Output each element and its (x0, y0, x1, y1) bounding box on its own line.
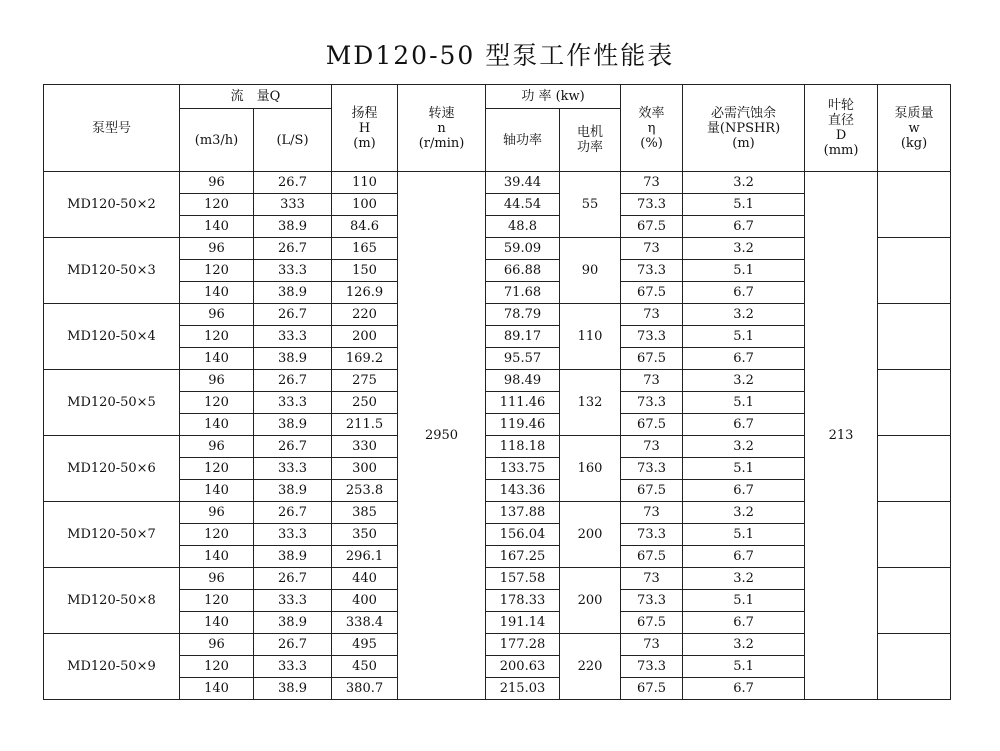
header-flow-ls: (L/S) (254, 109, 332, 172)
flow-ls-cell: 26.7 (254, 436, 332, 458)
header-model: 泵型号 (44, 85, 180, 172)
flow-m3h-cell: 96 (180, 172, 254, 194)
pump-model-cell: MD120-50×2 (44, 172, 180, 238)
pump-model-cell: MD120-50×3 (44, 238, 180, 304)
flow-ls-cell: 26.7 (254, 172, 332, 194)
header-mass: 泵质量 w (kg) (878, 85, 951, 172)
efficiency-cell: 73.3 (621, 392, 683, 414)
flow-m3h-cell: 96 (180, 304, 254, 326)
head-cell: 275 (332, 370, 398, 392)
npshr-cell: 6.7 (683, 414, 805, 436)
npshr-cell: 6.7 (683, 678, 805, 700)
flow-ls-cell: 38.9 (254, 678, 332, 700)
flow-m3h-cell: 140 (180, 480, 254, 502)
shaft-power-cell: 66.88 (486, 260, 560, 282)
npshr-cell: 5.1 (683, 524, 805, 546)
flow-m3h-cell: 140 (180, 216, 254, 238)
header-motor-power: 电机 功率 (560, 109, 621, 172)
header-impeller: 叶轮 直径 D (mm) (805, 85, 878, 172)
npshr-cell: 6.7 (683, 612, 805, 634)
flow-ls-cell: 26.7 (254, 634, 332, 656)
npshr-cell: 6.7 (683, 282, 805, 304)
head-cell: 211.5 (332, 414, 398, 436)
efficiency-cell: 73 (621, 238, 683, 260)
flow-m3h-cell: 140 (180, 282, 254, 304)
motor-power-cell: 132 (560, 370, 621, 436)
flow-ls-cell: 26.7 (254, 304, 332, 326)
npshr-cell: 3.2 (683, 502, 805, 524)
header-efficiency: 效率 η (%) (621, 85, 683, 172)
flow-ls-cell: 33.3 (254, 524, 332, 546)
table-row (44, 172, 951, 194)
efficiency-cell: 67.5 (621, 282, 683, 304)
shaft-power-cell: 200.63 (486, 656, 560, 678)
shaft-power-cell: 48.8 (486, 216, 560, 238)
efficiency-cell: 73.3 (621, 326, 683, 348)
npshr-cell: 3.2 (683, 370, 805, 392)
motor-power-cell: 90 (560, 238, 621, 304)
flow-m3h-cell: 120 (180, 326, 254, 348)
shaft-power-cell: 156.04 (486, 524, 560, 546)
shaft-power-cell: 178.33 (486, 590, 560, 612)
efficiency-cell: 73 (621, 502, 683, 524)
header-head: 扬程 H (m) (332, 85, 398, 172)
header-npshr: 必需汽蚀余 量(NPSHR) (m) (683, 85, 805, 172)
head-cell: 169.2 (332, 348, 398, 370)
head-cell: 126.9 (332, 282, 398, 304)
npshr-cell: 3.2 (683, 436, 805, 458)
head-cell: 84.6 (332, 216, 398, 238)
flow-ls-cell: 38.9 (254, 480, 332, 502)
efficiency-cell: 67.5 (621, 348, 683, 370)
shaft-power-cell: 137.88 (486, 502, 560, 524)
shaft-power-cell: 167.25 (486, 546, 560, 568)
npshr-cell: 6.7 (683, 216, 805, 238)
flow-m3h-cell: 96 (180, 238, 254, 260)
shaft-power-cell: 111.46 (486, 392, 560, 414)
flow-ls-cell: 33.3 (254, 656, 332, 678)
head-cell: 150 (332, 260, 398, 282)
efficiency-cell: 73.3 (621, 194, 683, 216)
flow-m3h-cell: 120 (180, 194, 254, 216)
shaft-power-cell: 95.57 (486, 348, 560, 370)
flow-m3h-cell: 96 (180, 634, 254, 656)
flow-m3h-cell: 120 (180, 590, 254, 612)
npshr-cell: 5.1 (683, 194, 805, 216)
efficiency-cell: 67.5 (621, 414, 683, 436)
shaft-power-cell: 177.28 (486, 634, 560, 656)
header-flow-m3h: (m3/h) (180, 109, 254, 172)
npshr-cell: 5.1 (683, 656, 805, 678)
head-cell: 100 (332, 194, 398, 216)
npshr-cell: 6.7 (683, 546, 805, 568)
flow-m3h-cell: 96 (180, 436, 254, 458)
efficiency-cell: 73.3 (621, 458, 683, 480)
pump-model-cell: MD120-50×6 (44, 436, 180, 502)
pump-mass-cell (878, 304, 951, 370)
flow-ls-cell: 26.7 (254, 502, 332, 524)
efficiency-cell: 73 (621, 436, 683, 458)
head-cell: 385 (332, 502, 398, 524)
head-cell: 400 (332, 590, 398, 612)
header-shaft-power: 轴功率 (486, 109, 560, 172)
shaft-power-cell: 71.68 (486, 282, 560, 304)
efficiency-cell: 73.3 (621, 524, 683, 546)
motor-power-cell: 200 (560, 568, 621, 634)
head-cell: 330 (332, 436, 398, 458)
flow-ls-cell: 33.3 (254, 392, 332, 414)
performance-table (43, 84, 951, 700)
motor-power-cell: 110 (560, 304, 621, 370)
flow-ls-cell: 33.3 (254, 590, 332, 612)
flow-ls-cell: 33.3 (254, 326, 332, 348)
shaft-power-cell: 39.44 (486, 172, 560, 194)
npshr-cell: 3.2 (683, 634, 805, 656)
efficiency-cell: 73.3 (621, 656, 683, 678)
motor-power-cell: 200 (560, 502, 621, 568)
flow-ls-cell: 38.9 (254, 282, 332, 304)
head-cell: 253.8 (332, 480, 398, 502)
pump-mass-cell (878, 370, 951, 436)
shaft-power-cell: 44.54 (486, 194, 560, 216)
pump-model-cell: MD120-50×8 (44, 568, 180, 634)
shaft-power-cell: 78.79 (486, 304, 560, 326)
npshr-cell: 5.1 (683, 392, 805, 414)
pump-model-cell: MD120-50×4 (44, 304, 180, 370)
efficiency-cell: 67.5 (621, 612, 683, 634)
motor-power-cell: 220 (560, 634, 621, 700)
header-row (44, 85, 951, 109)
efficiency-cell: 73 (621, 172, 683, 194)
head-cell: 250 (332, 392, 398, 414)
shaft-power-cell: 143.36 (486, 480, 560, 502)
head-cell: 380.7 (332, 678, 398, 700)
npshr-cell: 5.1 (683, 590, 805, 612)
shaft-power-cell: 191.14 (486, 612, 560, 634)
flow-m3h-cell: 120 (180, 524, 254, 546)
flow-ls-cell: 33.3 (254, 260, 332, 282)
shaft-power-cell: 215.03 (486, 678, 560, 700)
pump-mass-cell (878, 502, 951, 568)
shaft-power-cell: 89.17 (486, 326, 560, 348)
npshr-cell: 3.2 (683, 238, 805, 260)
npshr-cell: 6.7 (683, 348, 805, 370)
page-title: MD120-50 型泵工作性能表 (325, 41, 675, 70)
flow-m3h-cell: 120 (180, 656, 254, 678)
header-power: 功 率 (kw) (486, 85, 621, 109)
head-cell: 350 (332, 524, 398, 546)
flow-ls-cell: 333 (254, 194, 332, 216)
flow-m3h-cell: 140 (180, 546, 254, 568)
pump-mass-cell (878, 436, 951, 502)
flow-m3h-cell: 140 (180, 348, 254, 370)
shaft-power-cell: 59.09 (486, 238, 560, 260)
flow-ls-cell: 26.7 (254, 238, 332, 260)
npshr-cell: 5.1 (683, 458, 805, 480)
flow-ls-cell: 38.9 (254, 612, 332, 634)
efficiency-cell: 67.5 (621, 216, 683, 238)
flow-m3h-cell: 120 (180, 458, 254, 480)
efficiency-cell: 67.5 (621, 678, 683, 700)
shaft-power-cell: 133.75 (486, 458, 560, 480)
flow-ls-cell: 26.7 (254, 370, 332, 392)
flow-ls-cell: 33.3 (254, 458, 332, 480)
npshr-cell: 3.2 (683, 568, 805, 590)
head-cell: 300 (332, 458, 398, 480)
npshr-cell: 5.1 (683, 326, 805, 348)
npshr-cell: 3.2 (683, 172, 805, 194)
flow-m3h-cell: 96 (180, 370, 254, 392)
head-cell: 440 (332, 568, 398, 590)
head-cell: 338.4 (332, 612, 398, 634)
head-cell: 110 (332, 172, 398, 194)
pump-mass-cell (878, 238, 951, 304)
flow-m3h-cell: 120 (180, 260, 254, 282)
head-cell: 200 (332, 326, 398, 348)
flow-ls-cell: 38.9 (254, 216, 332, 238)
pump-mass-cell (878, 568, 951, 634)
head-cell: 165 (332, 238, 398, 260)
efficiency-cell: 73 (621, 568, 683, 590)
motor-power-cell: 160 (560, 436, 621, 502)
efficiency-cell: 73 (621, 634, 683, 656)
flow-m3h-cell: 120 (180, 392, 254, 414)
shaft-power-cell: 119.46 (486, 414, 560, 436)
npshr-cell: 3.2 (683, 304, 805, 326)
shaft-power-cell: 98.49 (486, 370, 560, 392)
flow-ls-cell: 38.9 (254, 546, 332, 568)
shaft-power-cell: 157.58 (486, 568, 560, 590)
head-cell: 495 (332, 634, 398, 656)
flow-ls-cell: 38.9 (254, 348, 332, 370)
flow-m3h-cell: 140 (180, 414, 254, 436)
speed-cell: 2950 (398, 172, 486, 700)
efficiency-cell: 73.3 (621, 590, 683, 612)
efficiency-cell: 67.5 (621, 546, 683, 568)
motor-power-cell: 55 (560, 172, 621, 238)
flow-m3h-cell: 140 (180, 612, 254, 634)
pump-mass-cell (878, 634, 951, 700)
flow-m3h-cell: 96 (180, 502, 254, 524)
efficiency-cell: 67.5 (621, 480, 683, 502)
flow-ls-cell: 26.7 (254, 568, 332, 590)
efficiency-cell: 73.3 (621, 260, 683, 282)
npshr-cell: 5.1 (683, 260, 805, 282)
efficiency-cell: 73 (621, 304, 683, 326)
pump-model-cell: MD120-50×5 (44, 370, 180, 436)
flow-ls-cell: 38.9 (254, 414, 332, 436)
head-cell: 450 (332, 656, 398, 678)
flow-m3h-cell: 96 (180, 568, 254, 590)
pump-model-cell: MD120-50×7 (44, 502, 180, 568)
flow-m3h-cell: 140 (180, 678, 254, 700)
npshr-cell: 6.7 (683, 480, 805, 502)
impeller-diameter-cell: 213 (805, 172, 878, 700)
header-speed: 转速 n (r/min) (398, 85, 486, 172)
pump-model-cell: MD120-50×9 (44, 634, 180, 700)
pump-mass-cell (878, 172, 951, 238)
shaft-power-cell: 118.18 (486, 436, 560, 458)
head-cell: 296.1 (332, 546, 398, 568)
head-cell: 220 (332, 304, 398, 326)
header-flow: 流 量Q (180, 85, 332, 109)
efficiency-cell: 73 (621, 370, 683, 392)
